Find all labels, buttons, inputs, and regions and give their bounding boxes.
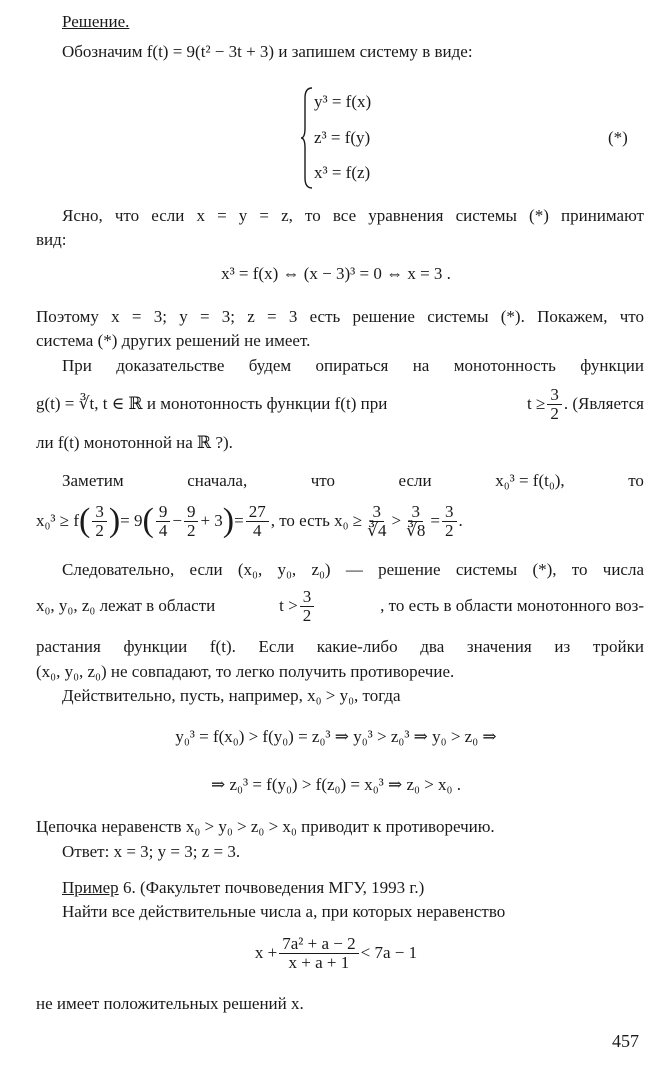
p4-word-4: если	[398, 471, 432, 490]
p3-line2	[36, 386, 644, 423]
p3-line2-cond	[527, 386, 644, 423]
p1-line1: Ясно, что если x = y = z, то все уравнения системы (*) принимают	[62, 206, 644, 225]
frac-c-num: 9	[184, 503, 199, 522]
answer-line: Ответ: x = 3; y = 3; z = 3.	[62, 842, 241, 861]
p5-fraction	[300, 588, 315, 625]
example-label: Пример	[62, 878, 119, 897]
frac-a	[92, 503, 107, 540]
inequality	[0, 935, 672, 972]
p3-line2-t: t ≥	[527, 394, 546, 414]
solution-heading: Решение.	[62, 12, 130, 31]
frac-c-den: 2	[186, 520, 196, 540]
eq-main: x³ = f(x) ⇔ (x − 3)³ = 0 ⇔ x = 3 .	[221, 264, 451, 283]
frac-f	[403, 503, 428, 540]
eq-chain2: ⇒ z₀³ = f(y₀) > f(z₀) = x₀³ ⇒ z₀ > x₀ .	[211, 775, 461, 794]
frac-e	[364, 503, 389, 540]
p4-eq: =	[234, 511, 244, 531]
p3-frac-num: 3	[547, 386, 562, 405]
p4-eq9: = 9	[120, 511, 143, 531]
system-eq3: x³ = f(z)	[314, 163, 371, 182]
p3-line3: ли f(t) монотонной на ℝ ?).	[36, 433, 233, 452]
frac-g	[442, 503, 457, 540]
task-line2: не имеет положительных решений x.	[36, 994, 304, 1013]
frac-d-num: 27	[246, 503, 269, 522]
frac-f-num: 3	[408, 503, 423, 522]
ineq-den: x + a + 1	[288, 952, 350, 972]
ineq-rhs: < 7a − 1	[360, 943, 418, 963]
frac-d	[246, 503, 269, 540]
task-line1: Найти все действительные числа a, при которых неравенство	[62, 902, 506, 921]
p3-fraction	[547, 386, 562, 423]
example-source: 6. (Факультет почвоведения МГУ, 1993 г.)	[118, 878, 425, 897]
system-eq1: y³ = f(x)	[314, 92, 372, 111]
system-label: (*)	[608, 128, 628, 147]
p3-frac-den: 2	[550, 403, 559, 423]
p3-line2-tail: . (Является	[563, 394, 644, 414]
frac-a-num: 3	[92, 503, 107, 522]
frac-a-den: 2	[95, 520, 104, 540]
paren-close-1: )	[108, 502, 121, 539]
frac-e-num: 3	[370, 503, 385, 522]
ineq-num: 7a² + a − 2	[279, 935, 358, 954]
intro-line: Обозначим f(t) = 9(t² − 3t + 3) и запишем систему в виде:	[62, 42, 473, 61]
paren-open-1: (	[79, 502, 91, 539]
page-number: 457	[612, 1031, 639, 1051]
eq-chain1: y₀³ = f(x₀) > f(y₀) = z₀³ ⇒ y₀³ > z₀³ ⇒ y₀ > z₀ ⇒	[175, 727, 497, 746]
p5-line3: растания функции f(t). Если какие-либо два значения из тройки	[36, 637, 644, 656]
p4-eq2: =	[430, 511, 440, 531]
frac-g-den: 2	[445, 520, 454, 540]
frac-g-num: 3	[442, 503, 457, 522]
p4-gt: >	[391, 511, 402, 531]
p4-word-2: сначала,	[187, 471, 248, 490]
example-line	[62, 878, 424, 898]
p4-word-5: x₀³ = f(t₀),	[495, 471, 565, 490]
p5-line2-tail: , то есть в области монотонного воз-	[380, 596, 644, 616]
p7-line1: Цепочка неравенств x₀ > y₀ > z₀ > x₀ приводит к противоречию.	[36, 817, 495, 836]
p5-frac-den: 2	[302, 605, 312, 625]
p4-line1	[62, 471, 644, 491]
p5-line1: Следовательно, если (x₀, y₀, z₀) — решение системы (*), то числа	[62, 560, 644, 579]
p4-line2	[36, 501, 463, 542]
frac-f-den: ∛8	[406, 520, 426, 540]
frac-b-den: 4	[158, 520, 168, 540]
p1-line2: вид:	[36, 230, 67, 249]
p4-word-1: Заметим	[62, 471, 124, 490]
p3-line1: При доказательстве будем опираться на монотонность функции	[62, 356, 644, 375]
paren-close-2: )	[222, 502, 235, 539]
p5-line2-t: t >	[279, 596, 298, 616]
p5-line2	[36, 588, 644, 625]
p5-line2-text: x₀, y₀, z₀ лежат в области	[36, 596, 216, 616]
frac-c	[184, 503, 199, 540]
paren-open-2: (	[142, 502, 154, 539]
frac-b	[156, 503, 171, 540]
p4-toest: , то есть x₀ ≥	[270, 511, 363, 531]
p5-line2-cond	[279, 588, 316, 625]
p4-word-6: то	[628, 471, 644, 490]
p2-line2: система (*) других решений не имеет.	[36, 331, 311, 350]
system-eq2: z³ = f(y)	[314, 128, 371, 147]
frac-e-den: ∛4	[367, 520, 387, 540]
p4-minus: −	[172, 511, 182, 531]
p4-dot: .	[458, 511, 463, 531]
ineq-lhs: x +	[254, 943, 278, 963]
p5-line4: (x₀, y₀, z₀) не совпадают, то легко получить противоречие.	[36, 662, 455, 681]
p2-line1: Поэтому x = 3; y = 3; z = 3 есть решение системы (*). Покажем, что	[36, 307, 644, 326]
frac-b-num: 9	[156, 503, 171, 522]
system-brace	[300, 86, 314, 190]
p6-line1: Действительно, пусть, например, x₀ > y₀, тогда	[62, 686, 401, 705]
p4-plus3: + 3	[200, 511, 223, 531]
p4-lhs: x₀³ ≥ f	[36, 511, 80, 531]
frac-d-den: 4	[252, 520, 262, 540]
p5-frac-num: 3	[300, 588, 315, 607]
ineq-fraction	[279, 935, 358, 972]
p4-word-3: что	[310, 471, 336, 490]
p3-line2-text: g(t) = ∛t, t ∈ ℝ и монотонность функции f(t) при	[36, 394, 388, 414]
